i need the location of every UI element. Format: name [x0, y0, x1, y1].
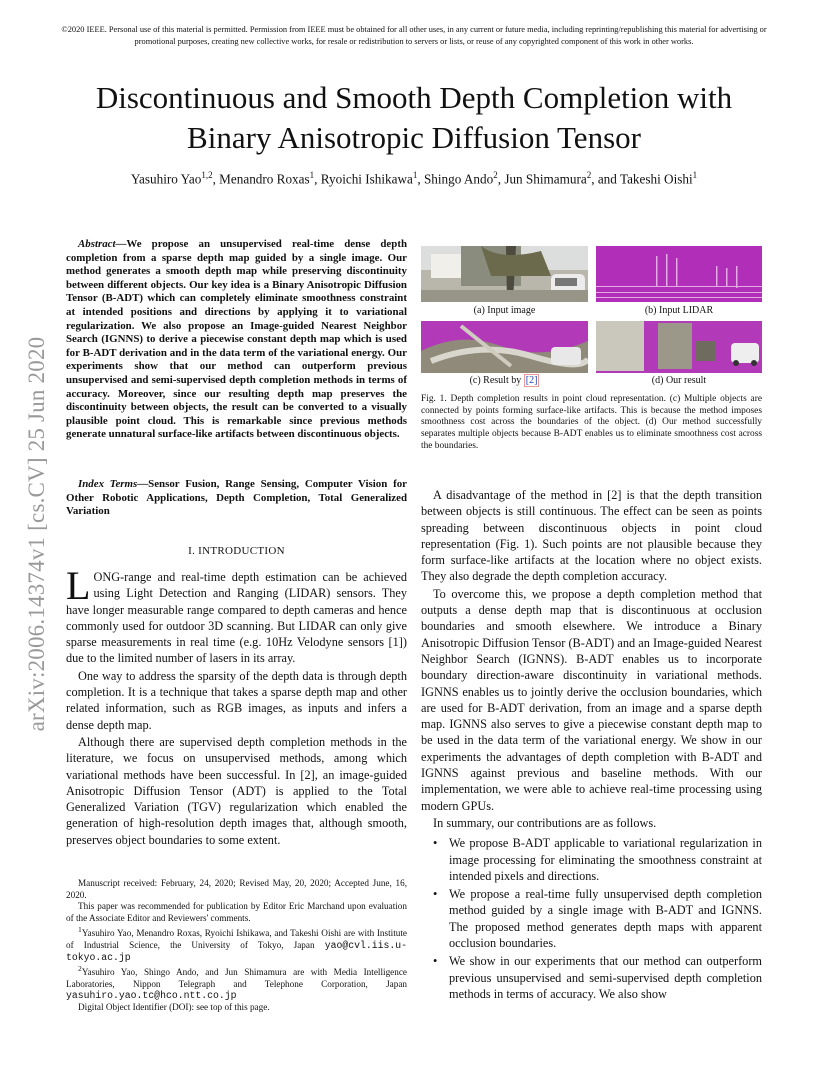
author-affiliation: 1: [692, 170, 698, 180]
intro-paragraph-1: LONG-range and real-time depth estimation can be achieved using Light Detection and Ranging (LIDAR) sensors. They have longer measurable range compared to depth cameras and hence commonly used for outdoor 3D scanning. But LIDAR can only give sparse measurements in real time (e.g. 10Hz Velodyne sensors [1]) due to the limited number of lasers in its array.: [66, 563, 407, 666]
author-name: Shingo Ando: [423, 171, 494, 187]
author-list: Yasuhiro Yao$^{1,2}$, Menandro Roxas$^1$, Ryoichi Ishikawa$^1$, Shingo Ando$^2$, Jun Shimamura$^2$, and Takeshi Oishi$^1$: [130, 170, 698, 187]
abstract: [66, 238, 407, 442]
subcaption-b: (b) Input LIDAR: [644, 305, 714, 316]
abstract-label: Abstract: [78, 238, 116, 250]
author-affiliation: 1: [412, 170, 418, 180]
list-item: • We propose a real-time fully unsupervised depth completion method guided by a single image with B-ADT and IGNNS. The proposed method generates depth maps with apparent occlusion boundaries.: [421, 886, 762, 951]
author-affiliation: 2: [493, 170, 498, 180]
intro-paragraph-2: One way to address the sparsity of the depth data is through depth completion. It is a technique that takes a sparse depth map and other related information, such as RGB images, as inputs and infers a dense depth map.: [66, 668, 407, 732]
arxiv-identifier: arXiv:2006.14374v1 [cs.CV] 25 Jun 2020: [24, 336, 49, 732]
figure-input-image: [421, 246, 588, 302]
author-affiliation: 1: [309, 170, 315, 180]
footnote-recommended: This paper was recommended for publication by Editor Eric Marchand upon evaluation of the Associate Editor and Reviewers' comments.: [66, 901, 407, 923]
subcaption-d: (d) Our result: [651, 375, 707, 386]
index-terms-label: Index Terms: [78, 478, 138, 490]
author-name: Takeshi Oishi: [619, 171, 693, 187]
abstract-text: —We propose an unsupervised real-time dense depth completion from a sparse depth map guided by a single image. Our method generates a smooth depth map while preserving discontinuity between different objects. Our key idea is a Binary Anisotropic Diffusion Tensor (B-ADT) which can completely eliminate smoothness constraint at intended positions and directions by applying it to variational regularization. We also propose an Image-guided Nearest Neighbor Search (IGNNS) to derive a piecewise constant depth map which is used for B-ADT derivation and in the data term of the variational energy. Our experiments show that our method can outperform previous unsupervised and semi-supervised depth completion methods in terms of accuracy. Moreover, since our resulting depth map preserves the discontinuity between objects, the result can be converted to a visually plausible point cloud. This is remarkable since previous methods generate unnatural surface-like artifacts between discontinuous objects.: [66, 238, 407, 441]
figure-1: [421, 246, 762, 391]
right-paragraph-1: A disadvantage of the method in [2] is that the depth transition between objects is still continuous. The effect can be seen as points spreading between discontinuous objects in point cloud representation (Fig. 1). Such points are not plausible because they form surface-like artifacts at the location where no object exists. They also degrade the depth completion accuracy.: [421, 488, 762, 584]
list-item: • We show in our experiments that our method can outperform previous unsupervised and semi-supervised depth completion methods in terms of accuracy. We also show: [421, 953, 762, 1002]
email-link-1[interactable]: yao@cvl.iis.u-tokyo.ac.jp: [66, 940, 408, 963]
author-name: Yasuhiro Yao: [130, 171, 202, 187]
section-heading: I. INTRODUCTION: [188, 545, 285, 557]
citation-link-2[interactable]: [2]: [525, 375, 538, 386]
figure-result-ours: [596, 321, 762, 373]
paper-title: [40, 78, 788, 158]
right-column-body: [421, 487, 762, 1002]
figure-result-baseline: [421, 321, 588, 373]
footnote-doi: Digital Object Identifier (DOI): see top of this page.: [78, 1002, 270, 1013]
index-terms: [66, 478, 407, 519]
list-item: • We propose B-ADT applicable to variational regularization in image processing for eliminating the smoothness constraint at intended pixels and directions.: [421, 835, 762, 884]
title-line-1: Discontinuous and Smooth Depth Completion with: [95, 80, 733, 115]
index-terms-text: —Sensor Fusion, Range Sensing, Computer Vision for Other Robotic Applications, Depth Completion, Total Generalized Variation: [66, 478, 407, 518]
introduction-body: [66, 563, 407, 848]
footnote-affiliation-1: $^1$Yasuhiro Yao, Menandro Roxas, Ryoichi Ishikawa, and Takeshi Oishi are with Institute of Industrial Science, the University of Tokyo, Japan yao@cvl.iis.u-tokyo.ac.jp: [66, 925, 408, 963]
author-affiliation: 2: [586, 170, 592, 180]
copyright-notice: ©2020 IEEE. Personal use of this material is permitted. Permission from IEEE must be obtained for all other uses, in any current or future media, including reprinting/republishing this material for advertising or promotional purposes, creating new collective works, for resale or redistribution to servers or lists, or reuse of any copyrighted component of this work in other works.: [61, 25, 767, 46]
footnotes: [66, 878, 407, 1014]
contribution-list: [421, 835, 762, 1002]
email-link-2[interactable]: yasuhiro.yao.tc@hco.ntt.co.jp: [66, 990, 237, 1002]
author-affiliation: 1,2: [201, 170, 213, 180]
author-name: Ryoichi Ishikawa: [320, 171, 413, 187]
title-line-2: Binary Anisotropic Diffusion Tensor: [187, 120, 641, 155]
subcaption-a: (a) Input image: [473, 305, 536, 316]
author-name: Jun Shimamura: [504, 171, 587, 187]
footnote-affiliation-2: $^2$Yasuhiro Yao, Shingo Ando, and Jun Shimamura are with Media Intelligence Laboratories, Nippon Telegraph and Telephone Corporation, Japan yasuhiro.yao.tc@hco.ntt.co.jp: [66, 964, 407, 1002]
author-name: Menandro Roxas: [219, 171, 310, 187]
intro-paragraph-3: Although there are supervised depth completion methods in the literature, we focus on unsupervised methods, among which variational methods have been successful. In [2], an image-guided Anisotropic Diffusion Tensor (ADT) is applied to the Total Generalized Variation (TGV) regularization which enabled the generation of high-resolution depth images that, although smooth, preserves object boundaries to some extent.: [66, 734, 407, 847]
right-paragraph-3: In summary, our contributions are as follows.: [433, 815, 657, 830]
right-paragraph-2: To overcome this, we propose a depth completion method that outputs a dense depth map that is discontinuous at occlusion boundaries and smooth elsewhere. We introduce a Binary Anisotropic Diffusion Tensor (B-ADT) and an Image-guided Nearest Neighbor Search (IGNNS). B-ADT enables us to incorporate boundary direction-aware discontinuity in variational methods. IGNNS enables us to jointly derive the occlusion boundaries, which are used for B-ADT derivation, from an image and a sparse depth map. IGNNS also serves to give a piecewise constant depth map to be used in the data term of the variational energy. We show in our experiments the advantages of depth completion with B-ADT and IGNNS against previous and baseline methods. With our implementation, we were able to achieve real-time processing using modern GPUs.: [421, 586, 762, 813]
figure-input-lidar: [596, 246, 762, 302]
figure-caption: Fig. 1. Depth completion results in point cloud representation. (c) Multiple objects are connected by points forming surface-like artifacts. This is because the method imposes smoothness cost across the boundaries of the object. (d) Our method successfully separates multiple objects because B-ADT enables us to eliminate smoothness cost across the boundaries.: [421, 394, 762, 451]
footnote-received: Manuscript received: February, 24, 2020; Revised May, 20, 2020; Accepted June, 16, 2020.: [66, 878, 407, 900]
subcaption-c: (c) Result by [2]: [469, 375, 538, 386]
dropcap-letter: L: [66, 563, 91, 608]
